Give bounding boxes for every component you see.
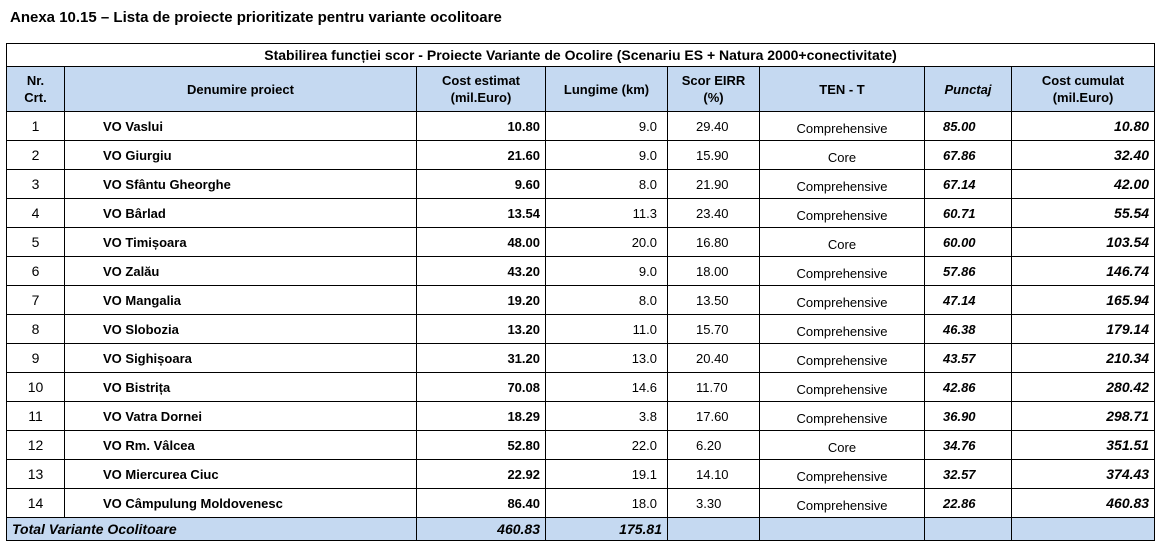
eirr-score: 21.90 [668, 170, 760, 199]
punctaj: 60.00 [925, 228, 1012, 257]
estimated-cost: 18.29 [417, 402, 546, 431]
ten-t-category: Comprehensive [760, 286, 925, 315]
header-cumulative-cost: Cost cumulat (mil.Euro) [1012, 67, 1155, 112]
estimated-cost: 86.40 [417, 489, 546, 518]
length-km: 22.0 [546, 431, 668, 460]
document-caption: Anexa 10.15 – Lista de proiecte prioritizate pentru variante ocolitoare [10, 9, 502, 26]
punctaj: 67.14 [925, 170, 1012, 199]
total-empty-cell [1012, 518, 1155, 541]
cumulative-cost: 103.54 [1012, 228, 1155, 257]
header-ten: TEN - T [760, 67, 925, 112]
header-name: Denumire proiect [65, 67, 417, 112]
table-row [7, 373, 1155, 402]
eirr-score: 15.90 [668, 141, 760, 170]
punctaj: 36.90 [925, 402, 1012, 431]
length-km: 3.8 [546, 402, 668, 431]
estimated-cost: 13.54 [417, 199, 546, 228]
cumulative-cost: 298.71 [1012, 402, 1155, 431]
eirr-score: 11.70 [668, 373, 760, 402]
row-number: 10 [7, 373, 65, 402]
table-row [7, 112, 1155, 141]
table-title-row [7, 44, 1155, 67]
table-title: Stabilirea funcției scor - Proiecte Variante de Ocolire (Scenariu ES + Natura 2000+conectivitate) [7, 44, 1155, 67]
total-label: Total Variante Ocolitoare [7, 518, 417, 541]
cumulative-cost: 32.40 [1012, 141, 1155, 170]
length-km: 14.6 [546, 373, 668, 402]
punctaj: 67.86 [925, 141, 1012, 170]
punctaj: 46.38 [925, 315, 1012, 344]
table-row [7, 460, 1155, 489]
table-header-row [7, 67, 1155, 112]
ten-t-category: Comprehensive [760, 402, 925, 431]
ten-t-category: Comprehensive [760, 460, 925, 489]
row-number: 5 [7, 228, 65, 257]
eirr-score: 18.00 [668, 257, 760, 286]
row-number: 14 [7, 489, 65, 518]
punctaj: 32.57 [925, 460, 1012, 489]
cumulative-cost: 55.54 [1012, 199, 1155, 228]
project-name: VO Mangalia [65, 286, 417, 315]
row-number: 2 [7, 141, 65, 170]
table-row [7, 344, 1155, 373]
project-name: VO Bârlad [65, 199, 417, 228]
ten-t-category: Comprehensive [760, 489, 925, 518]
eirr-score: 17.60 [668, 402, 760, 431]
project-name: VO Vatra Dornei [65, 402, 417, 431]
ten-t-category: Core [760, 431, 925, 460]
estimated-cost: 52.80 [417, 431, 546, 460]
table-row [7, 315, 1155, 344]
row-number: 12 [7, 431, 65, 460]
header-length: Lungime (km) [546, 67, 668, 112]
projects-table [6, 43, 1155, 541]
eirr-score: 16.80 [668, 228, 760, 257]
punctaj: 60.71 [925, 199, 1012, 228]
cumulative-cost: 351.51 [1012, 431, 1155, 460]
header-punctaj: Punctaj [925, 67, 1012, 112]
cumulative-cost: 280.42 [1012, 373, 1155, 402]
project-name: VO Zalău [65, 257, 417, 286]
length-km: 9.0 [546, 112, 668, 141]
total-length: 175.81 [546, 518, 668, 541]
ten-t-category: Comprehensive [760, 199, 925, 228]
ten-t-category: Comprehensive [760, 373, 925, 402]
table-row [7, 141, 1155, 170]
ten-t-category: Comprehensive [760, 112, 925, 141]
project-name: VO Giurgiu [65, 141, 417, 170]
estimated-cost: 9.60 [417, 170, 546, 199]
eirr-score: 6.20 [668, 431, 760, 460]
project-name: VO Sfântu Gheorghe [65, 170, 417, 199]
header-nr: Nr. Crt. [7, 67, 65, 112]
project-name: VO Sighișoara [65, 344, 417, 373]
cumulative-cost: 10.80 [1012, 112, 1155, 141]
ten-t-category: Comprehensive [760, 315, 925, 344]
eirr-score: 3.30 [668, 489, 760, 518]
row-number: 6 [7, 257, 65, 286]
total-cost: 460.83 [417, 518, 546, 541]
length-km: 13.0 [546, 344, 668, 373]
project-name: VO Vaslui [65, 112, 417, 141]
header-eirr: Scor EIRR (%) [668, 67, 760, 112]
eirr-score: 15.70 [668, 315, 760, 344]
table-row [7, 170, 1155, 199]
length-km: 8.0 [546, 286, 668, 315]
project-name: VO Slobozia [65, 315, 417, 344]
table-row [7, 286, 1155, 315]
table-row [7, 257, 1155, 286]
estimated-cost: 10.80 [417, 112, 546, 141]
length-km: 8.0 [546, 170, 668, 199]
estimated-cost: 19.20 [417, 286, 546, 315]
row-number: 13 [7, 460, 65, 489]
estimated-cost: 22.92 [417, 460, 546, 489]
estimated-cost: 48.00 [417, 228, 546, 257]
length-km: 9.0 [546, 141, 668, 170]
cumulative-cost: 210.34 [1012, 344, 1155, 373]
cumulative-cost: 146.74 [1012, 257, 1155, 286]
table-row [7, 228, 1155, 257]
length-km: 9.0 [546, 257, 668, 286]
table-row [7, 489, 1155, 518]
table-row [7, 199, 1155, 228]
length-km: 18.0 [546, 489, 668, 518]
project-name: VO Bistrița [65, 373, 417, 402]
header-cost: Cost estimat (mil.Euro) [417, 67, 546, 112]
cumulative-cost: 374.43 [1012, 460, 1155, 489]
length-km: 11.0 [546, 315, 668, 344]
length-km: 11.3 [546, 199, 668, 228]
cumulative-cost: 165.94 [1012, 286, 1155, 315]
estimated-cost: 31.20 [417, 344, 546, 373]
length-km: 19.1 [546, 460, 668, 489]
estimated-cost: 43.20 [417, 257, 546, 286]
cumulative-cost: 460.83 [1012, 489, 1155, 518]
estimated-cost: 21.60 [417, 141, 546, 170]
punctaj: 47.14 [925, 286, 1012, 315]
eirr-score: 13.50 [668, 286, 760, 315]
estimated-cost: 13.20 [417, 315, 546, 344]
row-number: 8 [7, 315, 65, 344]
eirr-score: 29.40 [668, 112, 760, 141]
ten-t-category: Core [760, 228, 925, 257]
punctaj: 34.76 [925, 431, 1012, 460]
row-number: 7 [7, 286, 65, 315]
eirr-score: 20.40 [668, 344, 760, 373]
total-row [7, 518, 1155, 541]
total-empty-cell [760, 518, 925, 541]
eirr-score: 14.10 [668, 460, 760, 489]
ten-t-category: Comprehensive [760, 170, 925, 199]
row-number: 1 [7, 112, 65, 141]
punctaj: 57.86 [925, 257, 1012, 286]
ten-t-category: Comprehensive [760, 257, 925, 286]
row-number: 9 [7, 344, 65, 373]
table-row [7, 402, 1155, 431]
punctaj: 22.86 [925, 489, 1012, 518]
row-number: 11 [7, 402, 65, 431]
total-empty-cell [925, 518, 1012, 541]
ten-t-category: Comprehensive [760, 344, 925, 373]
ten-t-category: Core [760, 141, 925, 170]
project-name: VO Timișoara [65, 228, 417, 257]
cumulative-cost: 42.00 [1012, 170, 1155, 199]
length-km: 20.0 [546, 228, 668, 257]
project-name: VO Rm. Vâlcea [65, 431, 417, 460]
row-number: 3 [7, 170, 65, 199]
total-empty-cell [668, 518, 760, 541]
cumulative-cost: 179.14 [1012, 315, 1155, 344]
punctaj: 85.00 [925, 112, 1012, 141]
table-row [7, 431, 1155, 460]
estimated-cost: 70.08 [417, 373, 546, 402]
project-name: VO Miercurea Ciuc [65, 460, 417, 489]
row-number: 4 [7, 199, 65, 228]
project-name: VO Câmpulung Moldovenesc [65, 489, 417, 518]
punctaj: 43.57 [925, 344, 1012, 373]
punctaj: 42.86 [925, 373, 1012, 402]
eirr-score: 23.40 [668, 199, 760, 228]
